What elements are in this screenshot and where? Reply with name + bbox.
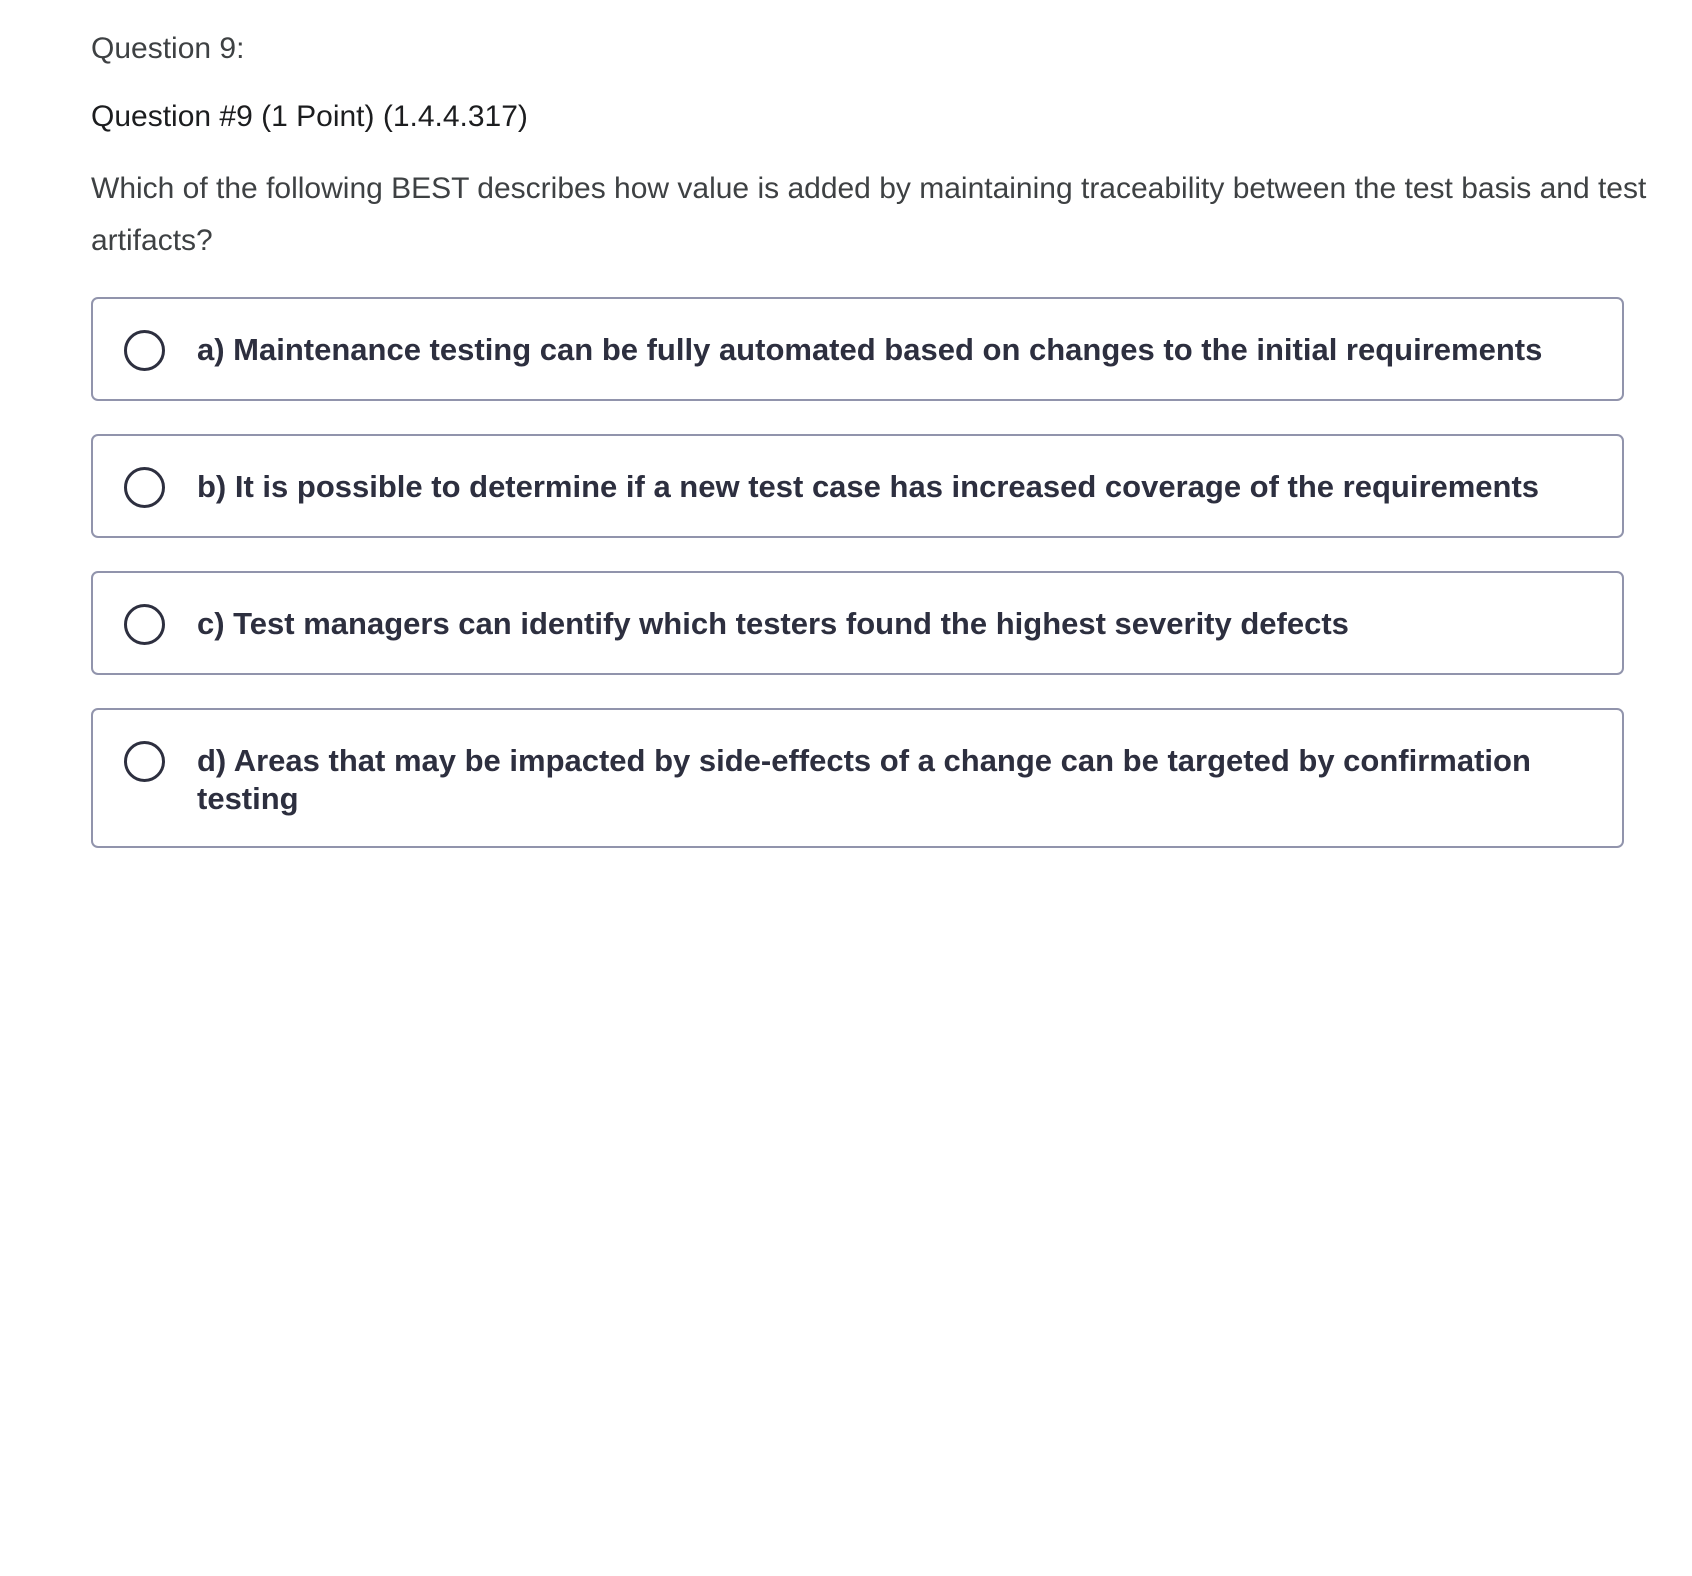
- radio-button-icon[interactable]: [124, 330, 165, 371]
- radio-button-icon[interactable]: [124, 467, 165, 508]
- answer-option-label: c) Test managers can identify which testers found the highest severity defects: [197, 606, 1349, 641]
- answer-option-d[interactable]: [91, 708, 1624, 848]
- answer-option-label: a) Maintenance testing can be fully automated based on changes to the initial requirements: [197, 332, 1543, 367]
- answer-option-label: b) It is possible to determine if a new test case has increased coverage of the requirements: [197, 469, 1540, 504]
- question-number-label: Question 9:: [91, 32, 245, 65]
- question-text: Which of the following BEST describes how value is added by maintaining traceability between the test basis and test artifacts?: [91, 172, 1647, 257]
- radio-button-icon[interactable]: [124, 604, 165, 645]
- answer-option-c[interactable]: [91, 571, 1624, 675]
- answer-option-b[interactable]: [91, 434, 1624, 538]
- answer-option-a[interactable]: [91, 297, 1624, 401]
- question-title: Question #9 (1 Point) (1.4.4.317): [91, 100, 528, 133]
- answer-option-label: d) Areas that may be impacted by side-effects of a change can be targeted by confirmation testing: [197, 743, 1531, 816]
- radio-button-icon[interactable]: [124, 741, 165, 782]
